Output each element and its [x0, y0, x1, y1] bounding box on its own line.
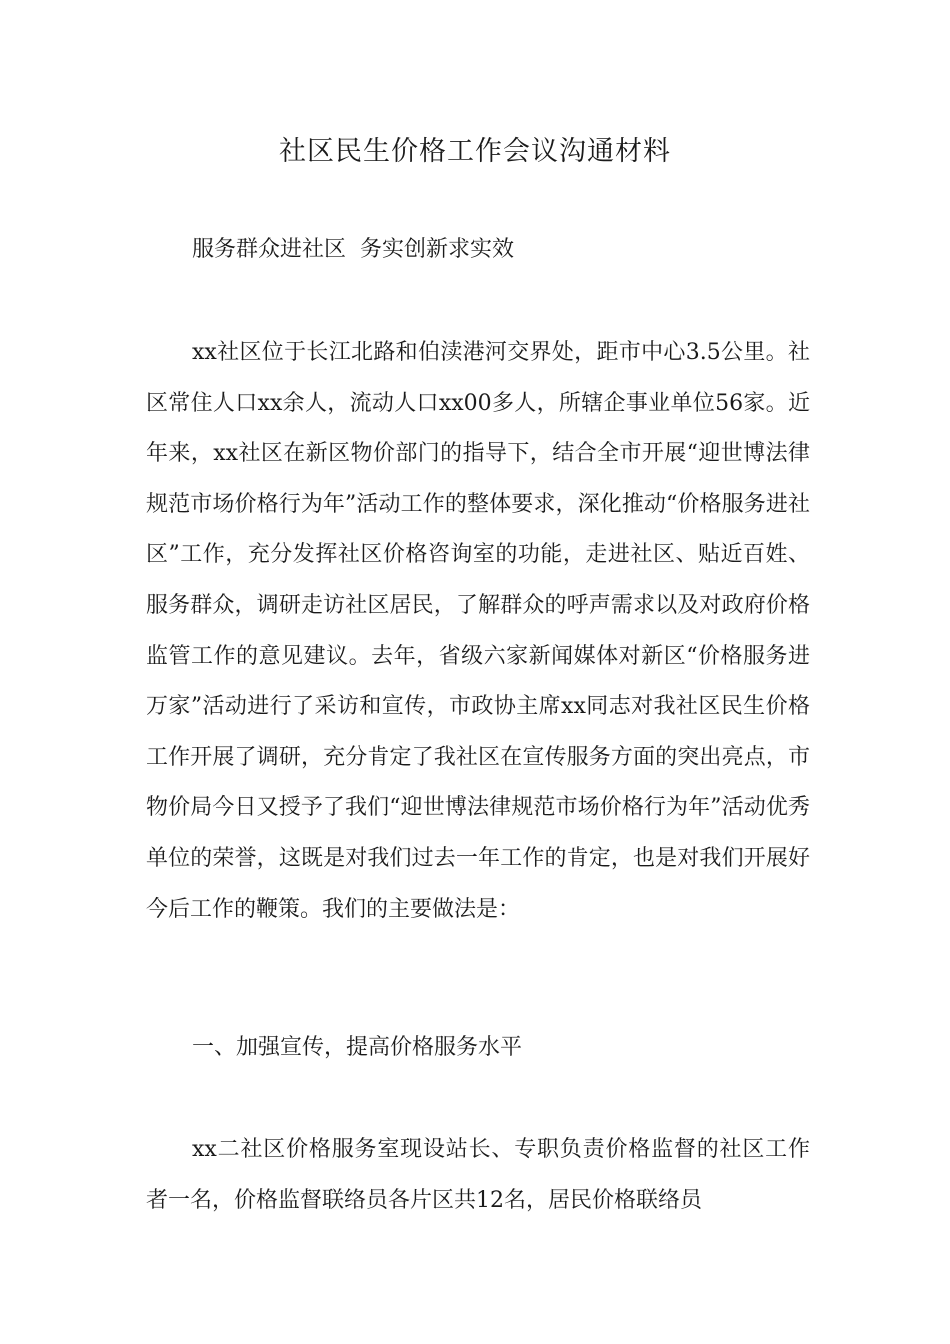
document-subtitle: 服务群众进社区 务实创新求实效	[192, 237, 514, 262]
document-title: 社区民生价格工作会议沟通材料	[279, 136, 671, 167]
body-paragraph-1: xx社区位于长江北路和伯渎港河交界处，距市中心3.5公里。社区常住人口xx余人，流动人口xx00多人，所辖企事业单位56家。近年来，xx社区在新区物价部门的指导下，结合全市开展“迎世博法律规范市场价格行为年”活动工作的整体要求，深化推动“价格服务进社区”工作，充分发挥社区价格咨询室的功能，走进社区、贴近百姓、服务群众，调研走访社区居民，了解群众的呼声需求以及对政府价格监管工作的意见建议。去年，省级六家新闻媒体对新区“价格服务进万家”活动进行了采访和宣传，市政协主席xx同志对我社区民生价格工作开展了调研，充分肯定了我社区在宣传服务方面的突出亮点，市物价局今日又授予了我们“迎世博法律规范市场价格行为年”活动优秀单位的荣誉，这既是对我们过去一年工作的肯定，也是对我们开展好今后工作的鞭策。我们的主要做法是：	[146, 340, 810, 922]
body-paragraph-2: xx二社区价格服务室现设站长、专职负责价格监督的社区工作者一名，价格监督联络员各片区共12名，居民价格联络员	[146, 1137, 810, 1213]
section-heading-1: 一、加强宣传，提高价格服务水平	[192, 1035, 523, 1060]
